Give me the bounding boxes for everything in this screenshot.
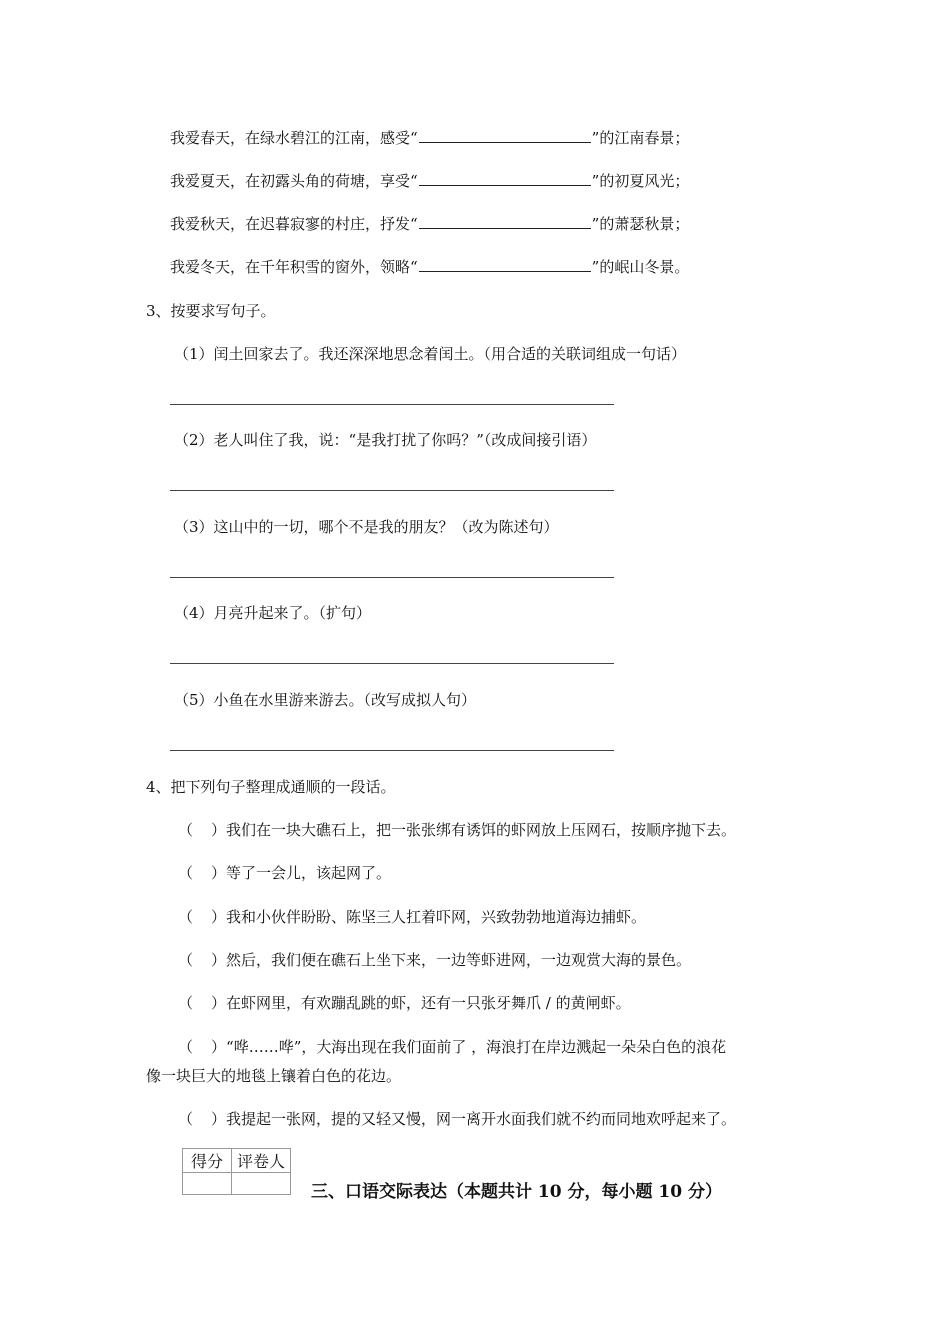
q3-item-4: （4）月亮升起来了。（扩句）: [174, 604, 372, 622]
q4-item-6: [178, 1037, 726, 1057]
paren-right: ）: [211, 821, 227, 839]
question-4-title: 4、把下列句子整理成通顺的一段话。: [146, 778, 396, 796]
answer-line[interactable]: [170, 404, 614, 405]
paren-left: （: [178, 951, 194, 969]
q3-item-2: （2）老人叫住了我，说：“是我打扰了你吗？”（改成间接引语）: [174, 431, 597, 449]
poem-text: 我爱秋天，在迟暮寂寥的村庄，抒发“: [170, 215, 418, 233]
paren-right: ）: [211, 994, 227, 1012]
score-table: [182, 1148, 291, 1195]
q3-item-3: （3）这山中的一切，哪个不是我的朋友？（改为陈述句）: [174, 518, 559, 536]
poem-line-1: [170, 128, 689, 148]
paren-right: ）: [211, 1110, 227, 1128]
sentence-text: 我和小伙伴盼盼、陈坚三人扛着吓网，兴致勃勃地道海边捕虾。: [226, 908, 647, 926]
paren-right: ）: [211, 951, 227, 969]
fill-blank[interactable]: [419, 214, 591, 229]
paren-left: （: [178, 994, 194, 1012]
score-cell[interactable]: [183, 1173, 232, 1195]
sentence-text: “哗……哗”，大海出现在我们面前了 ，海浪打在岸边溅起一朵朵白色的浪花: [226, 1038, 727, 1056]
grader-cell[interactable]: [232, 1173, 291, 1195]
paren-right: ）: [211, 908, 227, 926]
sentence-text: 我提起一张网，提的又轻又慢，网一离开水面我们就不约而同地欢呼起来了。: [226, 1110, 737, 1128]
paren-left: （: [178, 1110, 194, 1128]
sentence-text: 然后，我们便在礁石上坐下来，一边等虾进网，一边观赏大海的景色。: [226, 951, 692, 969]
paren-right: ）: [211, 1038, 227, 1056]
paren-left: （: [178, 908, 194, 926]
q4-item-7: [178, 1109, 736, 1129]
poem-text: ”的萧瑟秋景；: [591, 215, 690, 233]
answer-line[interactable]: [170, 663, 614, 664]
poem-text: ”的岷山冬景。: [591, 258, 690, 276]
poem-text: 我爱春天，在绿水碧江的江南，感受“: [170, 129, 418, 147]
sentence-text: 在虾网里，有欢蹦乱跳的虾，还有一只张牙舞爪 / 的黄闸虾。: [226, 994, 631, 1012]
grader-header: 评卷人: [232, 1149, 291, 1173]
poem-line-3: [170, 214, 689, 234]
q4-item-2: [178, 863, 391, 883]
q4-item-3: [178, 907, 646, 927]
paren-left: （: [178, 1038, 194, 1056]
q4-item-5: [178, 993, 631, 1013]
paren-left: （: [178, 864, 194, 882]
fill-blank[interactable]: [419, 128, 591, 143]
poem-line-2: [170, 171, 689, 191]
q4-item-1: [178, 820, 736, 840]
answer-line[interactable]: [170, 490, 614, 491]
poem-text: 我爱冬天，在千年积雪的窗外，领略“: [170, 258, 418, 276]
fill-blank[interactable]: [419, 257, 591, 272]
paren-right: ）: [211, 864, 227, 882]
q4-item-4: [178, 950, 691, 970]
q4-item-6-continued: 像一块巨大的地毯上镶着白色的花边。: [146, 1067, 402, 1085]
sentence-text: 等了一会儿，该起网了。: [226, 864, 392, 882]
sentence-text: 我们在一块大礁石上，把一张张绑有诱饵的虾网放上压网石，按顺序抛下去。: [226, 821, 737, 839]
poem-line-4: [170, 257, 689, 277]
q3-item-1: （1）闰土回家去了。我还深深地思念着闰土。（用合适的关联词组成一句话）: [174, 345, 687, 363]
answer-line[interactable]: [170, 577, 614, 578]
poem-text: ”的初夏风光；: [591, 172, 690, 190]
poem-text: 我爱夏天，在初露头角的荷塘，享受“: [170, 172, 418, 190]
paren-left: （: [178, 821, 194, 839]
poem-text: ”的江南春景；: [591, 129, 690, 147]
fill-blank[interactable]: [419, 171, 591, 186]
q3-item-5: （5）小鱼在水里游来游去。（改写成拟人句）: [174, 691, 477, 709]
question-3-title: 3、按要求写句子。: [146, 302, 276, 320]
section-3-title: 三、口语交际表达（本题共计 10 分，每小题 10 分）: [311, 1182, 722, 1202]
score-header: 得分: [183, 1149, 232, 1173]
answer-line[interactable]: [170, 750, 614, 751]
